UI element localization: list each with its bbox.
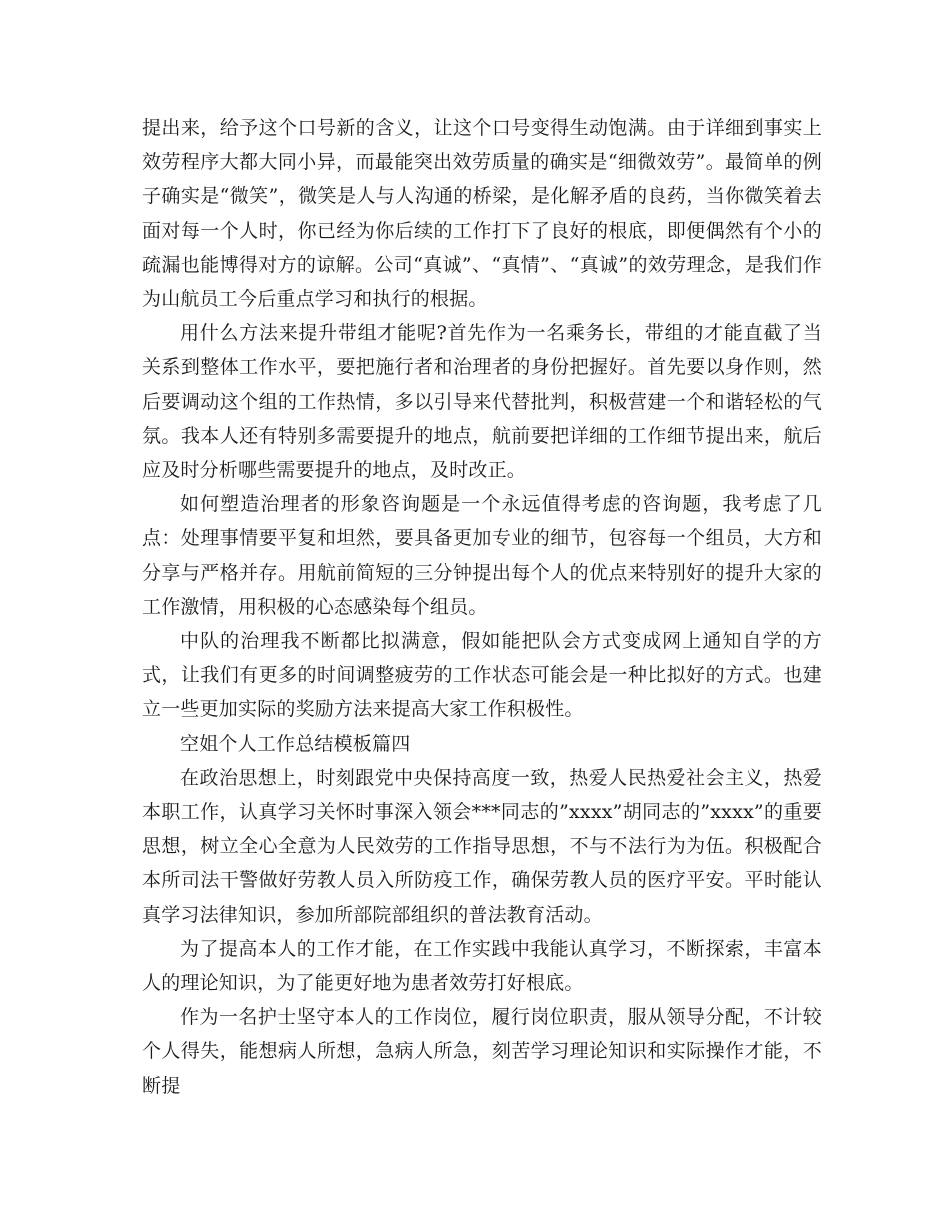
paragraph-continuation: 提出来，给予这个口号新的含义，让这个口号变得生动饱满。由于详细到事实上效劳程序大都大同小异，而最能突出效劳质量的确实是“细微效劳”。最简单的例子确实是“微笑”，微笑是人与人沟通的桥梁，是化解矛盾的良药，当你微笑着去面对每一个人时，你已经为你后续的工作打下了良好的根底，即便偶然有个小的疏漏也能博得对方的谅解。公司“真诚”、“真情”、“真诚”的效劳理念，是我们作为山航员工今后重点学习和执行的根据。 bbox=[142, 117, 822, 311]
paragraph-nurse-duty: 作为一名护士坚守本人的工作岗位，履行岗位职责，服从领导分配，不计较个人得失，能想病人所想，急病人所急，刻苦学习理论知识和实际操作才能，不断提 bbox=[142, 1006, 822, 1097]
document-body bbox=[142, 111, 822, 1103]
paragraph-manager-image: 如何塑造治理者的形象咨询题是一个永远值得考虑的咨询题，我考虑了几点：处理事情要平复和坦然，要具备更加专业的细节，包容每一个组员，大方和分享与严格并存。用航前简短的三分钟提出每个人的优点来特别好的提升大家的工作激情，用积极的心态感染每个组员。 bbox=[142, 493, 822, 618]
paragraph-political-thought: 在政治思想上，时刻跟党中央保持高度一致，热爱人民热爱社会主义，热爱本职工作，认真学习关怀时事深入领会***同志的”xxxx”胡同志的”xxxx”的重要思想，树立全心全意为人民效劳的工作指导思想，不与不法行为为伍。积极配合本所司法干警做好劳教人员入所防疫工作，确保劳教人员的医疗平安。平时能认真学习法律知识，参加所部院部组织的普法教育活动。 bbox=[142, 766, 822, 926]
section-heading: 空姐个人工作总结模板篇四 bbox=[180, 732, 411, 755]
paragraph-squadron-management: 中队的治理我不断都比拟满意，假如能把队会方式变成网上通知自学的方式，让我们有更多的时间调整疲劳的工作状态可能会是一种比拟好的方式。也建立一些更加实际的奖励方法来提高大家工作积极性。 bbox=[142, 630, 822, 721]
paragraph-work-ability: 为了提高本人的工作才能，在工作实践中我能认真学习，不断探索，丰富本人的理论知识，为了能更好地为患者效劳打好根底。 bbox=[142, 937, 822, 995]
paragraph-leadership-skills: 用什么方法来提升带组才能呢?首先作为一名乘务长，带组的才能直截了当关系到整体工作水平，要把施行者和治理者的身份把握好。首先要以身作则，然后要调动这个组的工作热情，多以引导来代替批判，积极营建一个和谐轻松的气氛。我本人还有特别多需要提升的地点，航前要把详细的工作细节提出来，航后应及时分析哪些需要提升的地点，及时改正。 bbox=[142, 322, 822, 482]
